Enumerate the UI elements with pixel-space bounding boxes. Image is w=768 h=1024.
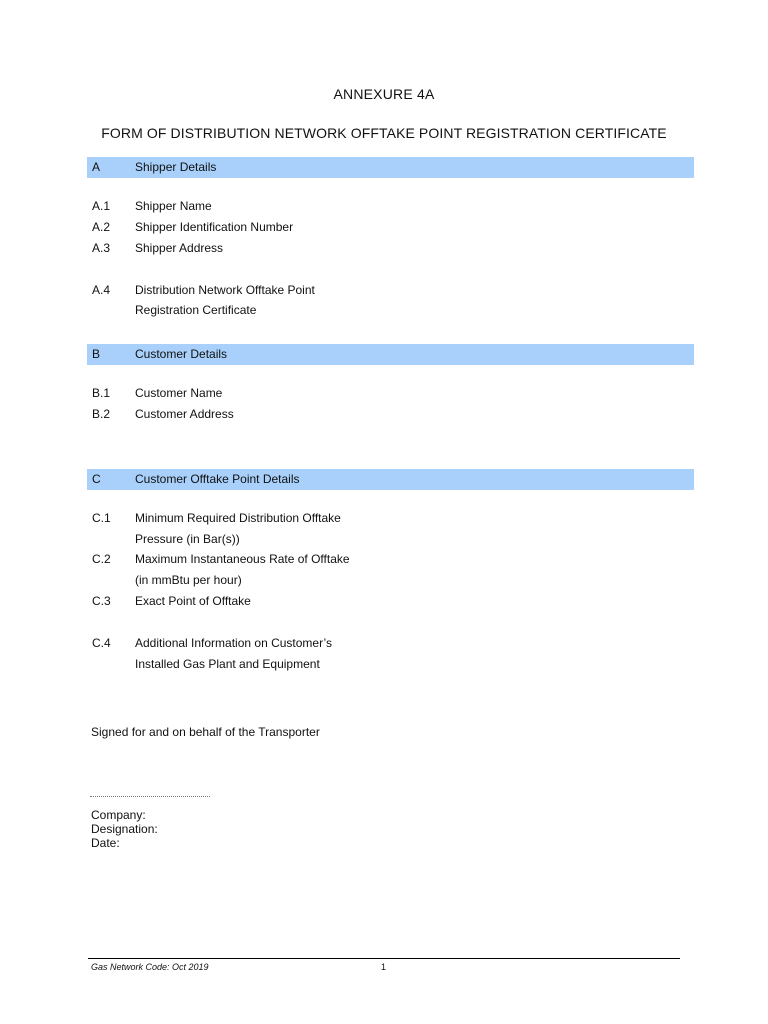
item-text-c4-line2: Installed Gas Plant and Equipment [135, 657, 320, 671]
item-code-c2: C.2 [92, 552, 111, 566]
form-title: FORM OF DISTRIBUTION NETWORK OFFTAKE POINT REGISTRATION CERTIFICATE [101, 125, 667, 141]
item-code-a3: A.3 [92, 241, 111, 255]
signature-statement: Signed for and on behalf of the Transporter [91, 725, 320, 739]
section-b-code: B [92, 347, 101, 361]
section-a-label: Shipper Details [135, 160, 217, 174]
item-code-c3: C.3 [92, 594, 111, 608]
item-text-a3: Shipper Address [135, 241, 224, 255]
item-text-c2-line2: (in mmBtu per hour) [135, 573, 242, 587]
footer-rule [88, 958, 680, 959]
page-number: 1 [381, 962, 387, 972]
date-label: Date: [91, 836, 120, 850]
item-code-c4: C.4 [92, 636, 111, 650]
company-label: Company: [91, 808, 146, 822]
signature-line [90, 796, 210, 797]
section-b-label: Customer Details [135, 347, 228, 361]
section-c-header [87, 469, 694, 490]
item-text-c2-line1: Maximum Instantaneous Rate of Offtake [135, 552, 350, 566]
item-code-b2: B.2 [92, 407, 111, 421]
item-text-a2: Shipper Identification Number [135, 220, 294, 234]
section-a-header [87, 157, 694, 178]
item-code-a2: A.2 [92, 220, 111, 234]
item-text-b2: Customer Address [135, 407, 234, 421]
designation-label: Designation: [91, 822, 158, 836]
item-code-c1: C.1 [92, 511, 111, 525]
section-c-label: Customer Offtake Point Details [135, 472, 300, 486]
footer-doc-label: Gas Network Code: Oct 2019 [91, 962, 209, 972]
item-text-b1: Customer Name [135, 386, 223, 400]
section-c-code: C [92, 472, 101, 486]
item-text-a1: Shipper Name [135, 199, 212, 213]
item-code-a4: A.4 [92, 283, 111, 297]
item-text-c3: Exact Point of Offtake [135, 594, 251, 608]
item-text-c4-line1: Additional Information on Customer’s [135, 636, 332, 650]
section-b-header [87, 344, 694, 365]
annexure-title: ANNEXURE 4A [333, 86, 435, 102]
item-code-a1: A.1 [92, 199, 111, 213]
item-text-c1-line2: Pressure (in Bar(s)) [135, 532, 240, 546]
item-code-b1: B.1 [92, 386, 111, 400]
item-text-a4-line1: Distribution Network Offtake Point [135, 283, 315, 297]
item-text-c1-line1: Minimum Required Distribution Offtake [135, 511, 341, 525]
item-text-a4-line2: Registration Certificate [135, 303, 257, 317]
section-a-code: A [92, 160, 101, 174]
